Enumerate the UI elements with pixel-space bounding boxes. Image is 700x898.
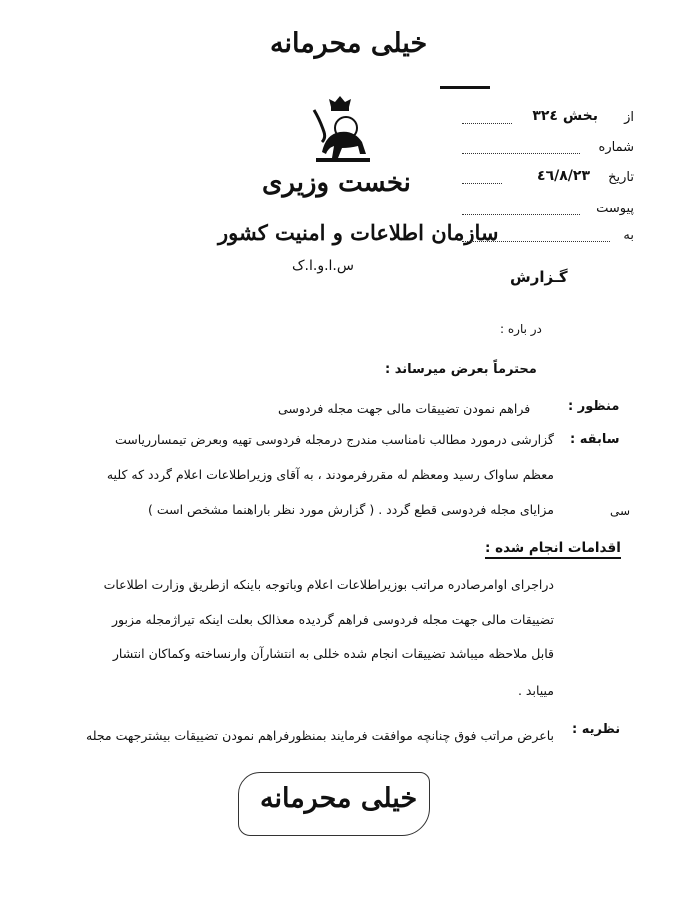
greeting-line: محترماً بعرض میرساند : [385,362,537,377]
field-number-label: شماره [598,140,634,155]
actions-title: اقدامات انجام شده : [485,540,621,559]
field-from-dots [462,123,512,124]
org-sub-title: سازمان اطلاعات و امنیت کشور [218,220,499,245]
background-label: سابقه : [570,432,620,447]
margin-note: سی [610,504,631,518]
about-label: در باره : [500,322,542,336]
background-line-2: معظم ساواک رسید ومعظم له مقررفرمودند ، به آقای وزیراطلاعات اعلام گردد که کلیه [106,467,554,482]
field-attachment [462,201,634,221]
field-attachment-label: پیوست [596,201,634,216]
lion-and-sun-emblem-icon [300,92,380,170]
field-from [462,110,634,130]
background-line-3: مزایای مجله فردوسی قطع گردد . ( گزارش مورد نظر باراهنما مشخص است ) [148,502,554,517]
opinion-label: نظریه : [572,722,621,737]
field-date [462,170,634,190]
field-from-label: از [624,110,634,125]
classification-stamp-text: خیلی محرمانه [260,783,418,814]
purpose-text: فراهم نمودن تضییقات مالی جهت مجله فردوسی [278,401,531,416]
field-to-dots [462,241,610,242]
field-date-dots [462,183,502,184]
field-number-dots [462,153,580,154]
actions-line-2: تضییقات مالی جهت مجله فردوسی فراهم گردیده معذالک بعلت اینکه تیراژمجله مزبور [111,612,554,627]
field-to [462,228,634,248]
actions-line-1: دراجرای اوامرصادره مراتب بوزیراطلاعات اعلام وباتوجه باینکه ازطریق وزارت اطلاعات [103,577,554,592]
org-code: س.ا.و.ا.ک [292,258,354,274]
report-title: گـزارش [510,268,568,286]
field-number [462,140,634,160]
actions-line-4: مییابد . [517,683,554,698]
actions-line-3: قابل ملاحظه میباشد تضییقات انجام شده خللی به انتشارآن وارنساخته وکماکان انتشار [112,646,554,661]
field-from-value: بخش ۳۲٤ [532,108,598,124]
field-to-label: به [623,228,634,243]
field-attachment-dots [462,214,580,215]
opinion-text: باعرض مراتب فوق چنانچه موافقت فرمایند بمنظورفراهم نمودن تضییقات بیشترجهت مجله [86,728,554,743]
background-line-1: گزارشی درمورد مطالب نامناسب مندرج درمجله فردوسی تهیه وبعرض تیمساررياست [114,432,554,447]
heading-underline [440,86,490,89]
field-date-label: تاریخ [608,170,634,185]
field-date-value: ٤٦/٨/٢٣ [537,168,590,184]
org-main-title: نخست وزیری [262,168,411,198]
classification-heading: خیلی محرمانه [270,28,428,59]
purpose-label: منظور : [568,399,620,414]
